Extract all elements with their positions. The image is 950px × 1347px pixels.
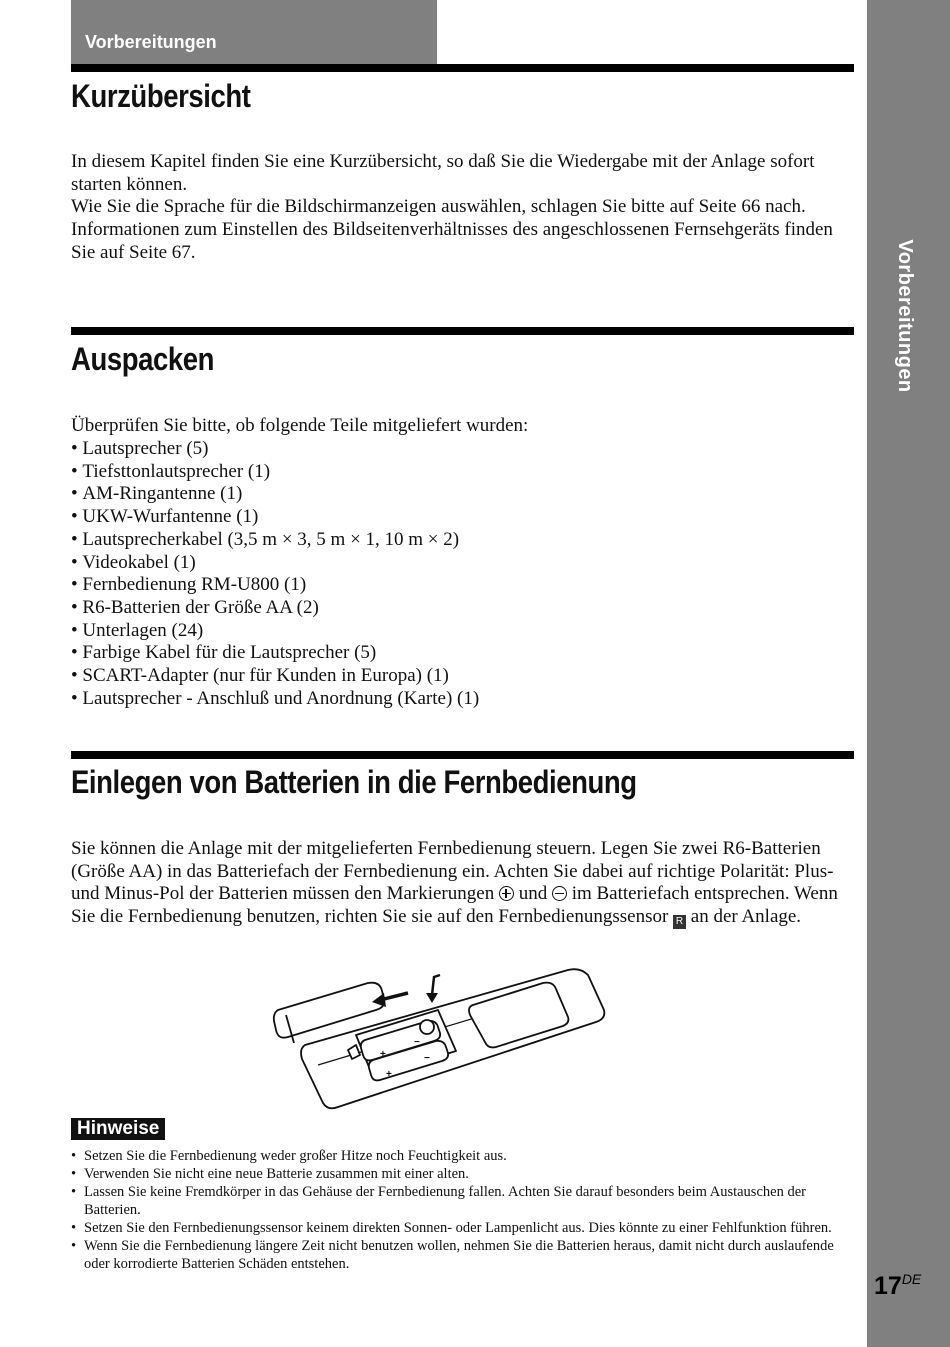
sidebar-chapter-label: Vorbereitungen	[894, 239, 916, 393]
note-item: • Lassen Sie keine Fremdkörper in das Gehäuse der Fernbedienung fallen. Achten Sie darauf besonders beim Austauschen der Batterien.	[71, 1183, 846, 1219]
svg-text:−: −	[414, 1037, 420, 1048]
unpacking-list	[71, 438, 479, 710]
list-item: • Lautsprecherkabel (3,5 m × 3, 5 m × 1, 10 m × 2)	[71, 529, 479, 552]
section-title-unpacking: Auspacken	[71, 341, 214, 377]
list-item: • Lautsprecher (5)	[71, 438, 479, 461]
overview-paragraph: Informationen zum Einstellen des Bildseitenverhältnisses des angeschlossenen Fernsehgeräts finden Sie auf Seite 67.	[71, 219, 833, 263]
page-number	[874, 1271, 921, 1301]
list-item: • Videokabel (1)	[71, 552, 479, 575]
sidebar-thumb-tab	[867, 0, 950, 1347]
note-item: • Setzen Sie die Fernbedienung weder großer Hitze noch Feuchtigkeit aus.	[71, 1147, 846, 1165]
section-title-batteries: Einlegen von Batterien in die Fernbedienung	[71, 764, 637, 800]
section-rule	[71, 327, 854, 335]
section-rule	[71, 751, 854, 759]
list-item: • R6-Batterien der Größe AA (2)	[71, 597, 479, 620]
batteries-text-part: Sie können die Anlage mit der mitgelieferten Fernbedienung steuern. Legen Sie zwei R6-Batterien (Größe AA) in das Batteriefach der Fernbedienung ein. Achten Sie dabei auf richtige Polarität: Plus- und Minus-Pol der Batterien müssen den Markierungen	[71, 838, 834, 905]
remote-sensor-icon: R	[673, 915, 686, 929]
note-item: • Setzen Sie den Fernbedienungssensor keinem direkten Sonnen- oder Lampenlicht aus. Dies könnte zu einer Fehlfunktion führen.	[71, 1219, 846, 1237]
minus-pole-icon	[552, 886, 567, 901]
list-item: • AM-Ringantenne (1)	[71, 483, 479, 506]
section-header-label: Vorbereitungen	[85, 32, 217, 52]
batteries-text-part: im Batteriefach entsprechen. Wenn Sie die Fernbedienung benutzen, richten Sie sie auf den Fernbedienungssensor	[71, 883, 838, 928]
overview-paragraph: Wie Sie die Sprache für die Bildschirmanzeigen auswählen, schlagen Sie bitte auf Seite 66 nach.	[71, 196, 806, 218]
batteries-text-part: an der Anlage.	[690, 906, 802, 928]
plus-pole-icon	[499, 886, 514, 901]
list-item: • Tiefsttonlautsprecher (1)	[71, 461, 479, 484]
notes-heading: Hinweise	[71, 1118, 165, 1140]
page-language-suffix: DE	[901, 1271, 922, 1287]
list-item: • Farbige Kabel für die Lautsprecher (5)	[71, 642, 479, 665]
section-title-overview: Kurzübersicht	[71, 78, 251, 114]
svg-text:+: +	[380, 1049, 386, 1060]
list-item: • UKW-Wurfantenne (1)	[71, 506, 479, 529]
note-item: • Verwenden Sie nicht eine neue Batterie zusammen mit einer alten.	[71, 1165, 846, 1183]
list-item: • SCART-Adapter (nur für Kunden in Europa) (1)	[71, 665, 479, 688]
list-item: • Unterlagen (24)	[71, 620, 479, 643]
batteries-text	[71, 838, 851, 929]
svg-text:+: +	[386, 1069, 392, 1080]
page-number-value: 17	[874, 1272, 902, 1300]
section-rule	[71, 64, 854, 72]
notes-list	[71, 1147, 846, 1273]
note-item: • Wenn Sie die Fernbedienung längere Zeit nicht benutzen wollen, nehmen Sie die Batterien heraus, damit nicht durch auslaufende oder korrodierte Batterien Schäden entstehen.	[71, 1237, 846, 1273]
batteries-text-part: und	[518, 883, 548, 905]
list-item: • Lautsprecher - Anschluß und Anordnung (Karte) (1)	[71, 688, 479, 711]
section-header-tab	[71, 0, 437, 64]
list-item: • Fernbedienung RM-U800 (1)	[71, 574, 479, 597]
remote-battery-illustration	[268, 965, 613, 1115]
unpacking-intro: Überprüfen Sie bitte, ob folgende Teile mitgeliefert wurden:	[71, 415, 529, 436]
svg-text:−: −	[424, 1053, 430, 1064]
overview-text	[71, 151, 851, 265]
overview-paragraph: In diesem Kapitel finden Sie eine Kurzübersicht, so daß Sie die Wiedergabe mit der Anlage sofort starten können.	[71, 151, 815, 195]
